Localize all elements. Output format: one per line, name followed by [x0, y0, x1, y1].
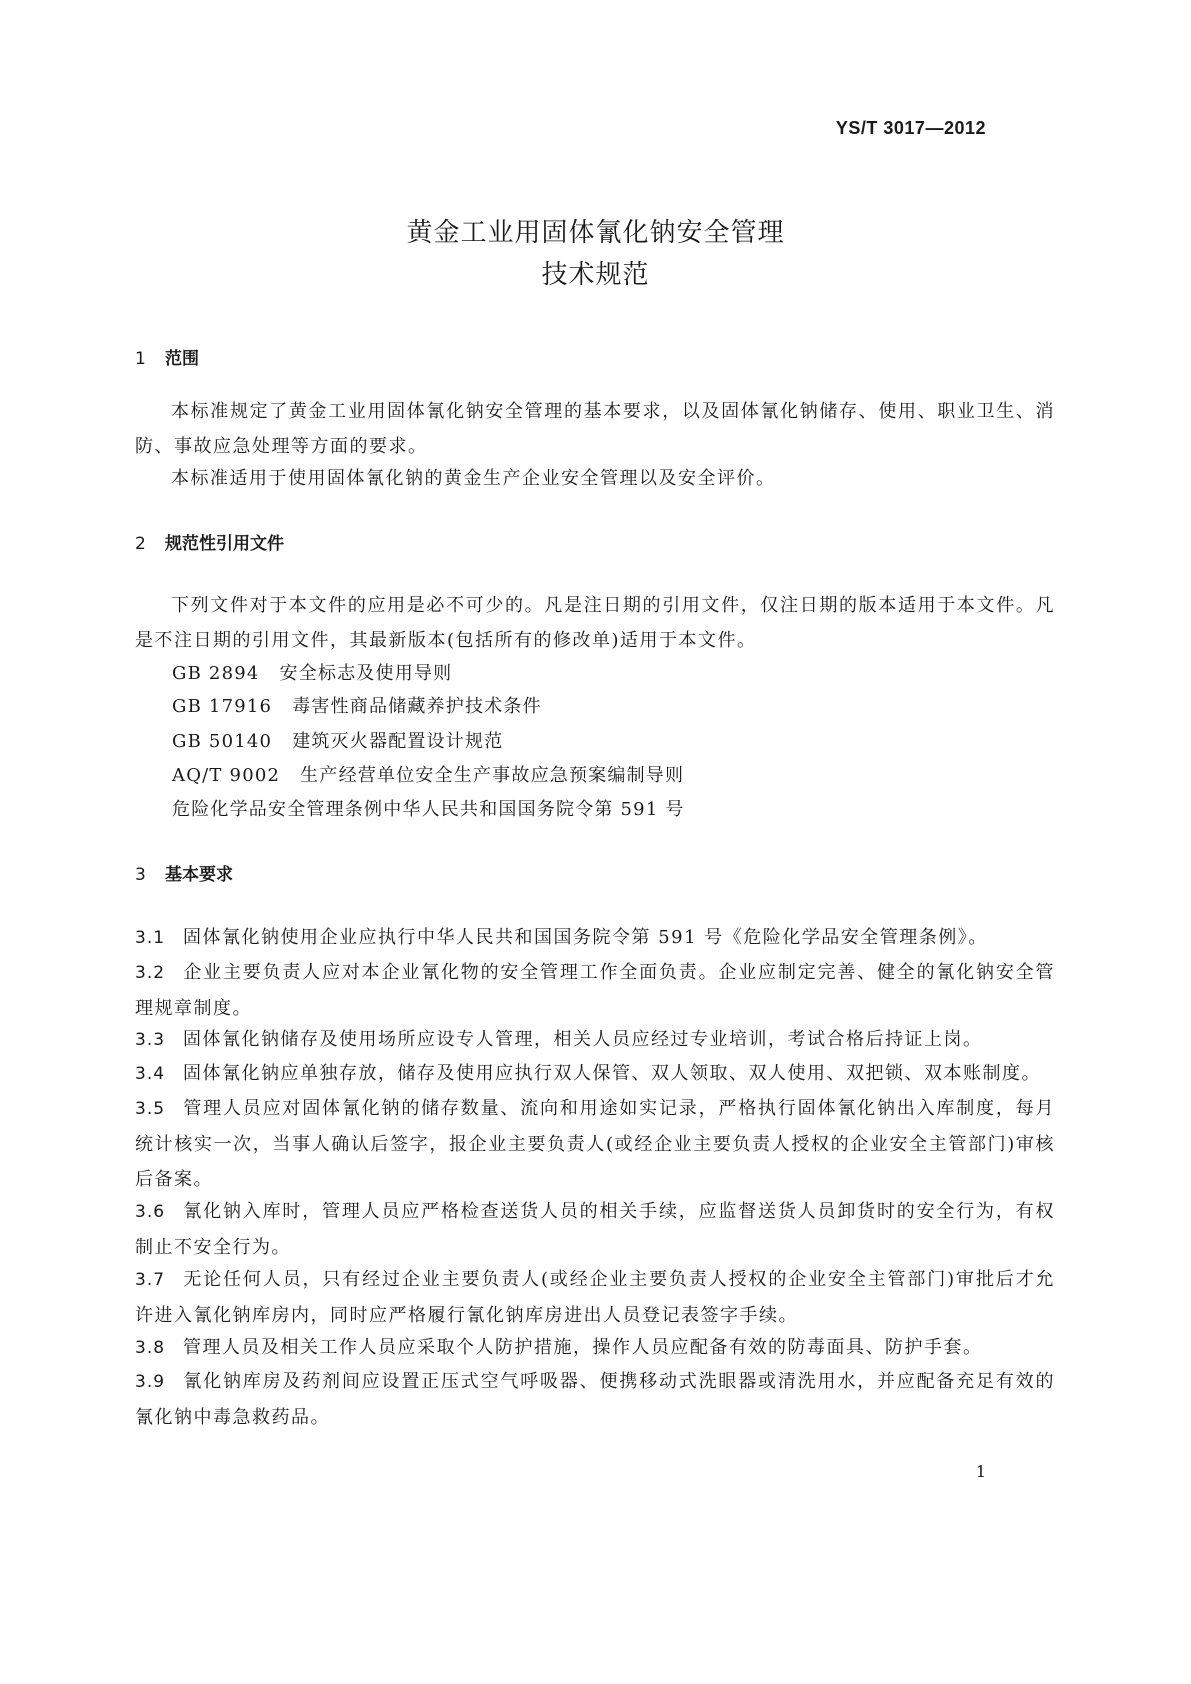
section-title: 基本要求	[165, 865, 233, 885]
clause-3-4	[135, 1056, 1055, 1092]
clause-text: 企业主要负责人应对本企业氰化物的安全管理工作全面负责。企业应制定完善、健全的氰化钠安全管理规章制度。	[135, 962, 1055, 1019]
reference-item	[172, 659, 452, 685]
document-title-line1: 黄金工业用固体氰化钠安全管理	[406, 218, 785, 248]
reference-item	[172, 692, 542, 718]
reference-code: GB 50140	[172, 731, 273, 752]
reference-code: GB 2894	[172, 663, 260, 684]
reference-code: AQ/T 9002	[172, 765, 281, 786]
reference-code: GB 17916	[172, 696, 273, 717]
section-2-paragraph-1: 下列文件对于本文件的应用是必不可少的。凡是注日期的引用文件，仅注日期的版本适用于本文件。凡是不注日期的引用文件，其最新版本(包括所有的修改单)适用于本文件。	[135, 595, 1055, 651]
section-number: 3	[135, 865, 146, 885]
clause-number: 3.6	[135, 1202, 166, 1222]
clause-3-2	[135, 955, 1055, 1026]
clause-3-5	[135, 1091, 1055, 1197]
section-1-paragraph-2: 本标准适用于使用固体氰化钠的黄金生产企业安全管理以及安全评价。	[171, 468, 776, 489]
clause-number: 3.7	[135, 1270, 166, 1290]
section-1-paragraph-1: 本标准规定了黄金工业用固体氰化钠安全管理的基本要求，以及固体氰化钠储存、使用、职业卫生、消防、事故应急处理等方面的要求。	[135, 401, 1055, 457]
section-title: 规范性引用文件	[165, 534, 284, 554]
clause-text: 固体氰化钠储存及使用场所应设专人管理，相关人员应经过专业培训，考试合格后持证上岗。	[183, 1029, 983, 1050]
reference-item	[172, 761, 684, 787]
reference-title: 安全标志及使用导则	[279, 663, 453, 684]
standard-code: YS/T 3017—2012	[835, 118, 986, 138]
clause-number: 3.5	[135, 1099, 166, 1119]
document-title-line2: 技术规范	[541, 260, 650, 290]
clause-3-9	[135, 1364, 1055, 1435]
clause-3-8	[135, 1330, 1055, 1366]
clause-text: 固体氰化钠使用企业应执行中华人民共和国国务院令第 591 号《危险化学品安全管理条例》。	[183, 927, 988, 948]
clause-text: 管理人员应对固体氰化钠的储存数量、流向和用途如实记录，严格执行固体氰化钠出入库制度，每月统计核实一次，当事人确认后签字，报企业主要负责人(或经企业主要负责人授权的企业安全主管部门)审核后备案。	[135, 1098, 1055, 1190]
reference-title: 建筑灭火器配置设计规范	[292, 731, 504, 752]
clause-text: 无论任何人员，只有经过企业主要负责人(或经企业主要负责人授权的企业安全主管部门)审批后才允许进入氰化钠库房内，同时应严格履行氰化钠库房进出人员登记表签字手续。	[135, 1269, 1055, 1326]
clause-number: 3.4	[135, 1064, 166, 1084]
reference-item	[172, 727, 503, 753]
clause-number: 3.8	[135, 1338, 166, 1358]
reference-title: 毒害性商品储藏养护技术条件	[292, 696, 542, 717]
reference-title: 生产经营单位安全生产事故应急预案编制导则	[300, 765, 685, 786]
section-title: 范围	[165, 349, 199, 369]
section-number: 1	[135, 349, 146, 369]
clause-text: 氰化钠入库时，管理人员应严格检查送货人员的相关手续，应监督送货人员卸货时的安全行为，有权制止不安全行为。	[135, 1201, 1055, 1258]
clause-3-7	[135, 1262, 1055, 1333]
clause-text: 固体氰化钠应单独存放，储存及使用应执行双人保管、双人领取、双人使用、双把锁、双本账制度。	[183, 1063, 1041, 1084]
section-3-heading	[135, 860, 233, 885]
clause-number: 3.1	[135, 928, 166, 948]
clause-3-3	[135, 1022, 1055, 1058]
clause-text: 氰化钠库房及药剂间应设置正压式空气呼吸器、便携移动式洗眼器或清洗用水，并应配备充足有效的氰化钠中毒急救药品。	[135, 1371, 1055, 1428]
clause-number: 3.3	[135, 1030, 166, 1050]
section-number: 2	[135, 534, 146, 554]
clause-number: 3.2	[135, 963, 166, 983]
reference-item: 危险化学品安全管理条例中华人民共和国国务院令第 591 号	[172, 799, 685, 820]
clause-3-1	[135, 920, 1055, 956]
section-1-heading	[135, 344, 199, 369]
clause-text: 管理人员及相关工作人员应采取个人防护措施，操作人员应配备有效的防毒面具、防护手套。	[183, 1337, 983, 1358]
page-number: 1	[975, 1462, 986, 1481]
clause-3-6	[135, 1194, 1055, 1265]
section-2-heading	[135, 529, 284, 554]
clause-number: 3.9	[135, 1372, 166, 1392]
